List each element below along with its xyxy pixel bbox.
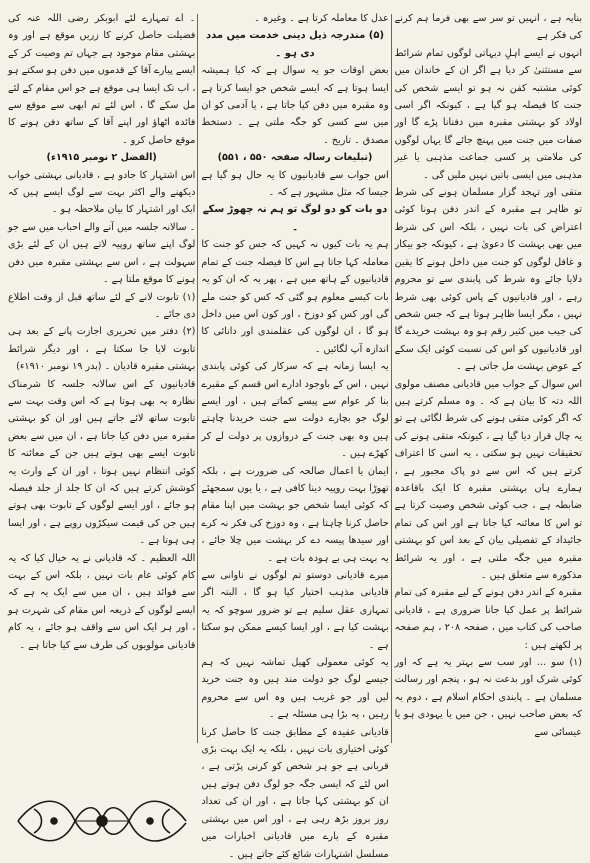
paragraph: اللہ العظیم ۔ کہ قادیانی نے یہ خیال کیا کہ یہ کام کوئی عام بات نہیں ، بلکہ اس کے بہت سے فوائد ہیں ، ان میں سے ایک یہ ہے کہ ایسے لوگوں کے ذریعہ اس مقام کی شہرت ہو ، اور ہر ایک اس سے واقف ہو جائے ، یہ کام قادیانی مولویوں کی طرف سے کیا جاتا ہے ۔: [8, 552, 196, 651]
paragraph: قادیانیوں کے اس سالانہ جلسہ کا شرمناک نظارہ یہ بھی ہوتا ہے کہ اس وقت بہت سے تابوت ساتھ لائے جاتے ہیں اور ان کو بہشتی مقبرہ میں دفن کیا جاتا ہے ، ان میں سے بعض تابوت ایسے بھی ہوتے ہیں جن کے معائنہ کا کوئی انتظام نہیں ہوتا ، اور ان کے وارث یہ کوشش کرتے ہیں کہ ان کا جلد از جلد فیصلہ ہو جائے ، اور ایسے لوگوں کے تابوت بھی ہوتے ہیں جن کی قیمت سیکڑوں روپے ہے ، اور ایسا ہی ہوتا ہے ۔: [8, 378, 196, 547]
paragraph: عدل کا معاملہ کرتا ہے ۔ وغیرہ ۔: [254, 13, 389, 24]
paragraph: (۱) تابوت لانے کے لئے ساتھ قبل از وقت اطلاع دی جائے ۔: [8, 291, 196, 320]
paragraph: (۲) دفتر میں تحریری اجازت پانے کے بعد ہی تابوت لایا جا سکتا ہے ، اور دیگر شرائط بہشتی مقبرہ قادیان ۔ (بدر ۱۹ نومبر ۱۹۱۰ء): [8, 326, 196, 373]
paragraph: ایمان یا اعمال صالحہ کی ضرورت ہے ، بلکہ تھوڑا بہت روپیہ دینا کافی ہے ، یا یوں سمجھئے کہ کوئی ایسا شخص جو بہشت میں اپنا مقام حاصل کرنا چاہتا ہے ، وہ دوزخ کی فکر نہ کرے اور سیدھا پیسہ دے کر بہشت میں چلا جائے ، یہ بہت ہی بے ہودہ بات ہے ۔: [201, 465, 389, 564]
quoted-verse: دو بات کو دو لوگ تو ہم نہ چھوڑ سکے ۔: [202, 204, 388, 233]
paragraph: میرے قادیانی دوستو تم لوگوں نے ناوانی سے قادیانی مذہب اختیار کیا ہو گا ، البتہ اگر تمہاری عقل سلیم ہے تو ضرور سوچو کہ یہ بہشت کیا ہے ، اور ایسا کیسے ممکن ہو سکتا ہے ۔: [201, 570, 389, 651]
column-right: [395, 10, 582, 810]
paragraph: ۔ اے تمہارے لئے ابوبکر رضی اللہ عنہ کی فضیلت حاصل کرنے کا زریں موقع ہے اور وہ بہشتی مقام موجود ہے جہاں تم وصیت کر کے ایسے پیارے آقا کے قدموں میں دفن ہو سکتے ہو ، اب تک ایسا ہی موقع ہے جو اس مقام کے لئے مل سکے گا ، اس لئے تم ابھی سے موقع سے فائدہ اٹھاؤ اور اپنے آقا کے ساتھ دفن ہونے کا موقع حاصل کرو ۔: [8, 13, 196, 146]
decorative-ornament-icon: [14, 789, 190, 853]
paragraph: مقبرہ کے اندر دفن ہونے کے لیے مقبرہ کی تمام شرائط پر عمل کیا جانا ضروری ہے ، قادیانی صاحب کی کتاب میں ، صفحہ ۲۰۸ ، ہم صفحہ پر لکھتے ہیں :: [394, 587, 582, 651]
column-divider: [197, 14, 198, 743]
paragraph: بنایہ ہے ، انہیں تو سر سے بھی فرما ہم کرنے کی فکر ہے: [394, 13, 582, 42]
paragraph: اس اشتہار کا جادو ہے ، قادیانی بہشتی خواب دیکھنے والے اکثر بہت سے لوگ ایسے ہیں کہ ایک اور اشتہار کا بیان ملاحظہ ہو ۔: [8, 169, 196, 216]
paragraph: انہوں نے ایسے اہلِ دیہاتی لوگوں تمام شرائط سے مستثنیٰ کر دیا ہے اگر ان کے خاندان میں کوئی مشتبہ کفن نہ ہو تو ایسے شخص کی جنت کا فیصلہ ہو گیا ہے ، کیونکہ اگر اسی اولاد کو بہشتی مقبرہ میں دفنانا پڑے گا اور صفات میں جنت میں پہنچ جائے گا یہاں لوگوں کی ملامتی پر کسی جماعت مذہبی یا غیر مذہبی میں ایسی باتیں نہیں ملیں گی ۔: [394, 47, 582, 181]
paragraph: یہ ایسا زمانہ ہے کہ سرکار کی کوئی پابندی نہیں ، اس کے باوجود ادارے اس قسم کے مقبرے بنا کر عوام سے پیسے کماتے ہیں ، اور ایسے لوگ جو بچارے دولت سے جنت خریدنا چاہتے ہیں وہ بھی جنت کے دروازوں پر دولت لے کر کھڑے ہیں ۔: [201, 361, 389, 460]
paragraph: قادیانی عقیدہ کے مطابق جنت کا حاصل کرنا کوئی اختیاری بات نہیں ، بلکہ یہ ایک بہت بڑی قربانی ہے جو ہر شخص کو کرنی پڑتی ہے ، اس لئے کہ ایسی جگہ جو لوگ دفن ہوتے ہیں ان کو بہشتی کہا جاتا ہے ، اور ان کی تعداد روز بروز بڑھ رہی ہے ، اور اس میں بہشتی مقبرہ کے بارے میں قادیانی اخبارات میں مسلسل اشتہارات شائع کئے جاتے ہیں ۔: [201, 726, 389, 860]
paragraph: یہ کوئی معمولی کھیل تماشہ نہیں کہ ہم جیسے لوگ جو دولت مند ہیں وہ جنت خرید لیں اور جو غریب ہیں وہ اس سے محروم رہیں ، یہ بڑا ہی مسئلہ ہے ۔: [201, 657, 389, 721]
paragraph: (۱) سو … اور سب سے بہتر یہ ہے کہ اور کوئی شرک اور بدعت نہ ہو ، پنجم اور رسالت مسلمان ہے ۔ پابندی احکام اسلام ہے ، دوم یہ کہ بعض صاحب نہیں ، جن میں یا یہودی ہو یا عیسائی سے: [394, 657, 582, 738]
paragraph: ۔ سالانہ جلسہ میں آنے والے احباب میں سے جو لوگ اپنے ساتھ روپیہ لاتے ہیں ان کے لئے بڑی سہولت ہے ، اس سے بہشتی مقبرہ میں دفن ہونے کا موقع ملتا ہے ۔: [8, 221, 196, 286]
column-divider: [391, 14, 392, 743]
citation: (تبلیغات رسالہ صفحہ ۵۵۰ ، ۵۵۱): [217, 152, 373, 164]
paragraph: اس سوال کے جواب میں قادیانی مصنف مولوی اللہ دتہ کا بیان ہے کہ ۔ وہ مسلم کرتے ہیں کہ اگر کوئی متقی ہونے کی شرط لگائی ہے تو یہ چال قرار دیا گیا ہے ، کیونکہ متقی ہونے کی تحقیقات نہیں ہو سکتی ، یہ اسی کا اعتراف کرتے ہیں کہ اس سے دو پاک مجبور ہے ، ہمارے ہاں بہشتی مقبرہ کا ایک باقاعدہ ضابطہ ہے ، جب کوئی شخص وصیت کرتا ہے تو اس کا معائنہ کیا جاتا ہے اور اس کی تمام جائیداد کے تفصیلی بیان کے بعد اس کو بہشتی مقبرہ میں جگہ ملتی ہے ، اور یہ شرائط مذکورہ سے متعلق ہیں ۔: [394, 378, 582, 581]
paragraph: اس جواب سے قادیانیوں کا یہ حال ہو گیا ہے جیسا کہ مثل مشہور ہے کہ ۔: [201, 169, 389, 199]
paragraph: ہم یہ بات کیوں نہ کہیں کہ جس کو جنت کا معاملہ کہا جاتا ہے اس کا فیصلہ جنت کے تمام قادیانیوں کے ہاتھ میں ہے ، پھر یہ کہ ان کو یہ بات کیسے معلوم ہو گئی کہ کس کو جنت ملے گی اور کس کو دوزخ ، اور کون اس میں داخل ہو گا ، ان لوگوں کی عقلمندی اور دانائی کا اندازہ آپ لگائیں ۔: [201, 239, 389, 355]
citation: (الفضل ۲ نومبر ۱۹۱۵ء): [46, 152, 157, 164]
paragraph: (۵) مندرجہ ذیل دینی خدمت میں مدد دی ہو ۔: [205, 30, 385, 59]
column-left: [8, 10, 195, 810]
column-middle: [201, 10, 389, 860]
paragraph: متقی اور تہجد گزار مسلمان ہونے کی شرط تو ظاہر ہے مقبرہ کے اندر دفن ہونا کوئی اعتراض کی بات نہیں ، بلکہ اس کی شرط میں بھی بہشت کا دعویٰ ہے ، کیونکہ جو بیکار و غافل لوگوں کو جنت میں داخل ہونے کا یقین دلایا جائے وہ شرط کی پابندی سے تو محروم رہے ، اور قادیانیوں کے پاس کوئی بھی شرط نہیں ، مگر ایسا ظاہر ہوتا ہے کہ جس شخص کی جیب میں کثیر رقم ہو وہ بہشت خریدے گا اور قادیانیوں کو اس کی نسبت کوئی ایک سکے کے عوض بہشت مل جاتی ہے ۔: [394, 187, 582, 373]
paragraph: بعض اوقات جو یہ سوال ہے کہ کیا ہمیشہ ایسا ہوتا ہے کہ ایسے شخص جو ایسا کرتا ہے وہ مقبرہ میں دفن کیا جاتا ہے ، یا آدمی کو ان میں سے کسی کو جگہ ملتی ہے ۔ دستخط مصدق ۔ تاریخ ۔: [201, 65, 389, 146]
